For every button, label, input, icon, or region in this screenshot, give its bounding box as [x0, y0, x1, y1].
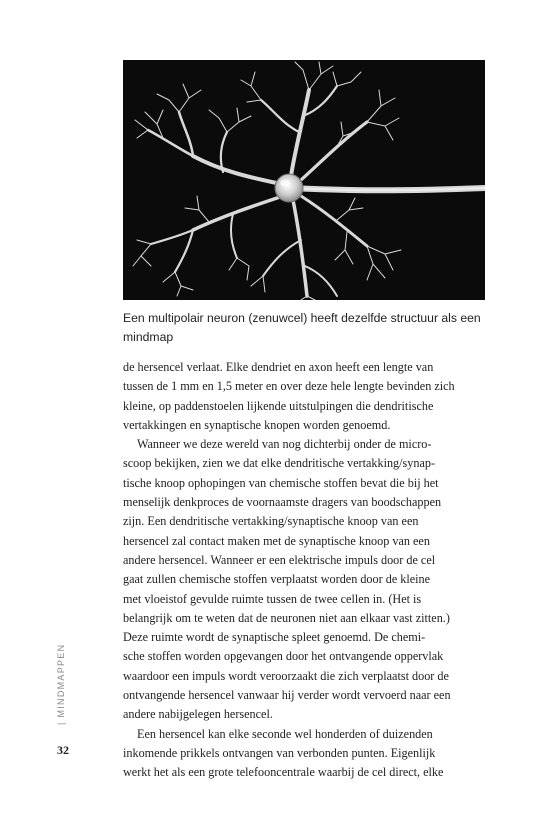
- body-line: met vloeistof gevulde ruimte tussen de twee cellen in. (Het is: [123, 591, 422, 606]
- body-line: de hersencel verlaat. Elke dendriet en axon heeft een lengte van: [123, 360, 434, 374]
- body-line: hersencel zal contact maken met de synaptische knoop van een: [123, 533, 430, 548]
- figure-caption: [123, 309, 495, 347]
- body-line: inkomende prikkels ontvangen van verbonden punten. Eigenlijk: [123, 745, 436, 760]
- body-line: waardoor een impuls wordt veroorzaakt die zich verplaatst door de: [123, 668, 449, 683]
- body-line: sche stoffen worden opgevangen door het ontvangende oppervlak: [123, 649, 444, 664]
- body-line: tische knoop ophopingen van chemische stoffen bevat die bij het: [123, 475, 439, 490]
- body-line: vertakkingen en synaptische knopen worden genoemd.: [123, 417, 391, 432]
- caption-line: mindmap: [123, 330, 174, 344]
- page-number: 32: [57, 743, 69, 757]
- body-line: andere nabijgelegen hersencel.: [123, 707, 273, 722]
- neuron-photo: [123, 60, 485, 300]
- body-line: kleine, op paddenstoelen lijkende uitstulpingen die dendritische: [123, 398, 434, 413]
- caption-line: Een multipolair neuron (zenuwcel) heeft dezelfde structuur als een: [123, 311, 481, 325]
- body-line: menselijk denkproces de voornaamste dragers van boodschappen: [123, 495, 442, 510]
- body-line: scoop bekijken, zien we dat elke dendritische vertakking/synap-: [123, 456, 436, 471]
- body-line: ontvangende hersencel vanwaar hij verder wordt vervoerd naar een: [123, 688, 451, 703]
- body-line: Wanneer we deze wereld van nog dichterbij onder de micro-: [137, 437, 432, 452]
- body-line: Een hersencel kan elke seconde wel honderden of duizenden: [137, 726, 433, 741]
- body-text: [123, 358, 487, 783]
- body-line: werkt het als een grote telefooncentrale waarbij de cel direct, elke: [123, 765, 444, 780]
- neuron-illustration: [123, 60, 485, 300]
- body-line: Deze ruimte wordt de synaptische spleet genoemd. De chemi-: [123, 630, 426, 645]
- body-line: belangrijk om te weten dat de neuronen niet aan elkaar vast zitten.): [123, 610, 450, 625]
- body-line: zijn. Een dendritische vertakking/synaptische knoop van een: [123, 514, 419, 529]
- running-header: | MINDMAPPEN: [56, 643, 66, 725]
- body-line: andere hersencel. Wanneer er een elektrische impuls door de cel: [123, 552, 436, 567]
- body-line: gaat zullen chemische stoffen verplaatst worden door de kleine: [123, 572, 431, 587]
- body-line: tussen de 1 mm en 1,5 meter en over deze hele lengte bevinden zich: [123, 379, 455, 394]
